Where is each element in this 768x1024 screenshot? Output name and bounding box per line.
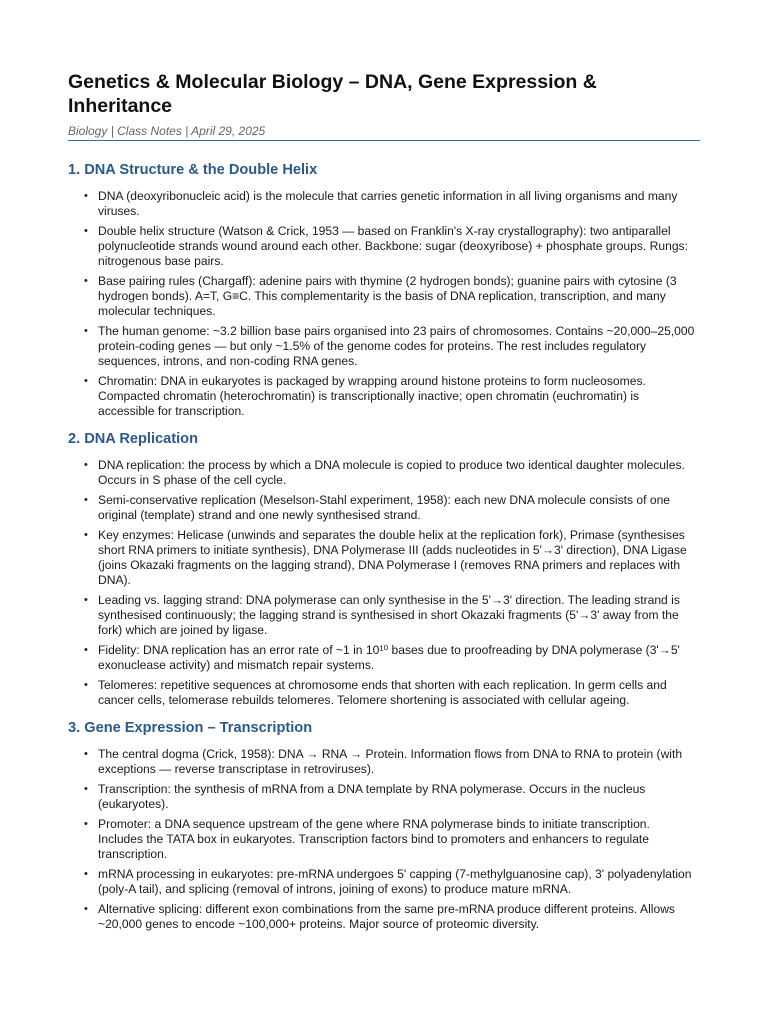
list-item: • Double helix structure (Watson & Crick, 1953 — based on Franklin's X-ray crystallography): two antiparallel polynucleotide strands wound around each other. Backbone: sugar (deoxyribose) + phosphate groups. Rungs: nitrogenous base pairs. bbox=[98, 224, 700, 269]
list-item: • The human genome: ~3.2 billion base pairs organised into 23 pairs of chromosomes. Contains ~20,000–25,000 protein-coding genes — but only ~1.5% of the genome codes for proteins. The rest includes regulatory sequences, introns, and non-coding RNA genes. bbox=[98, 324, 700, 369]
document-meta: Biology | Class Notes | April 29, 2025 bbox=[68, 124, 700, 141]
list-item: • DNA (deoxyribonucleic acid) is the molecule that carries genetic information in all living organisms and many viruses. bbox=[98, 189, 700, 219]
list-item: • Fidelity: DNA replication has an error rate of ~1 in 10¹⁰ bases due to proofreading by DNA polymerase (3'→5' exonuclease activity) and mismatch repair systems. bbox=[98, 643, 700, 673]
list-item: • Promoter: a DNA sequence upstream of the gene where RNA polymerase binds to initiate transcription. Includes the TATA box in eukaryotes. Transcription factors bind to promoters and enhancers to regulate transcription. bbox=[98, 817, 700, 862]
section-heading-transcription: 3. Gene Expression – Transcription bbox=[68, 720, 313, 736]
document-title: Genetics & Molecular Biology – DNA, Gene Expression & Inheritance bbox=[68, 71, 597, 117]
list-item: • DNA replication: the process by which a DNA molecule is copied to produce two identical daughter molecules. Occurs in S phase of the cell cycle. bbox=[98, 458, 700, 488]
section-list-dna-structure bbox=[68, 189, 700, 419]
list-item: • Telomeres: repetitive sequences at chromosome ends that shorten with each replication. In germ cells and cancer cells, telomerase rebuilds telomeres. Telomere shortening is associated with cellular ageing. bbox=[98, 678, 700, 708]
list-item: • Transcription: the synthesis of mRNA from a DNA template by RNA polymerase. Occurs in the nucleus (eukaryotes). bbox=[98, 782, 700, 812]
list-item: • The central dogma (Crick, 1958): DNA → RNA → Protein. Information flows from DNA to RNA to protein (with exceptions — reverse transcriptase in retroviruses). bbox=[98, 747, 700, 777]
section-heading-dna-structure: 1. DNA Structure & the Double Helix bbox=[68, 162, 318, 178]
list-item: • Key enzymes: Helicase (unwinds and separates the double helix at the replication fork), Primase (synthesises short RNA primers to initiate synthesis), DNA Polymerase III (adds nucleotides in 5'→3' direction), DNA Ligase (joins Okazaki fragments on the lagging strand), DNA Polymerase I (removes RNA primers and replaces with DNA). bbox=[98, 528, 700, 588]
list-item: • Base pairing rules (Chargaff): adenine pairs with thymine (2 hydrogen bonds); guanine pairs with cytosine (3 hydrogen bonds). A=T, G≡C. This complementarity is the basis of DNA replication, transcription, and many molecular techniques. bbox=[98, 274, 700, 319]
section-list-transcription bbox=[68, 747, 700, 932]
list-item: • Alternative splicing: different exon combinations from the same pre-mRNA produce different proteins. Allows ~20,000 genes to encode ~100,000+ proteins. Major source of proteomic diversity. bbox=[98, 902, 700, 932]
section-heading-dna-replication: 2. DNA Replication bbox=[68, 431, 199, 447]
list-item: • Leading vs. lagging strand: DNA polymerase can only synthesise in the 5'→3' direction. The leading strand is synthesised continuously; the lagging strand is synthesised in short Okazaki fragments (5'→3' away from the fork) which are joined by ligase. bbox=[98, 593, 700, 638]
section-list-dna-replication bbox=[68, 458, 700, 708]
list-item: • mRNA processing in eukaryotes: pre-mRNA undergoes 5' capping (7-methylguanosine cap), 3' polyadenylation (poly-A tail), and splicing (removal of introns, joining of exons) to produce mature mRNA. bbox=[98, 867, 700, 897]
list-item: • Chromatin: DNA in eukaryotes is packaged by wrapping around histone proteins to form nucleosomes. Compacted chromatin (heterochromatin) is transcriptionally inactive; open chromatin (euchromatin) is accessible for transcription. bbox=[98, 374, 700, 419]
list-item: • Semi-conservative replication (Meselson-Stahl experiment, 1958): each new DNA molecule consists of one original (template) strand and one newly synthesised strand. bbox=[98, 493, 700, 523]
